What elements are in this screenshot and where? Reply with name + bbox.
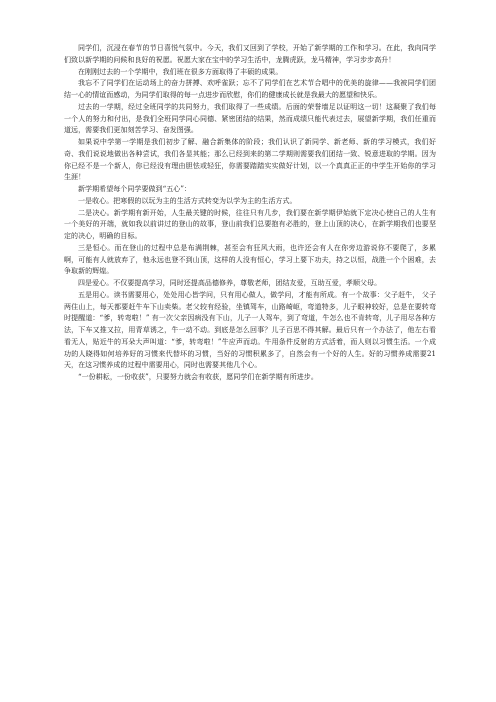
paragraph-attentiveness: 五是用心。读书需要用心，处处用心皆学问，只有用心做人，做学问，才能有所成。有一个故事：父子赶牛， 父子两住山上，每天都要赶牛车下山卖柴。老父较有经验，坐镇驾车，山路崎岖，弯道特多，儿子眼神较好，总是在要转弯时提醒道：“爹，转弯啦！” 有一次父亲因病没有下山，儿子一人驾车，到了弯道，牛怎么也不肯转弯，儿子用尽各种方法，下车又推又拉，用青草诱之，牛一动不动。到底是怎么回事？儿子百思不得其解。最后只有一个办法了，他左右看看无人，贴近牛的耳朵大声叫道：“爹，转弯啦！”牛应声而动。牛用条件反射的方式活着，而人则以习惯生活。一个成功的人晓得如何培养好的习惯来代替坏的习惯，当好的习惯积累多了，自然会有一个好的人生。好的习惯养成需要21天，在这习惯养成的过程中需要用心，同时也需要其他几个心。	[64, 290, 436, 370]
paragraph-love: 四是爱心。不仅要提高学习，同时还提高品德修养，尊敬老师，团结友爱，互助互爱，孝顺父母。	[78, 279, 382, 287]
paragraph-focus: 一是收心。把寒假的以玩为主的生活方式转变为以学为主的生活方式。	[78, 196, 297, 205]
paragraph-perseverance: 三是恒心。而在登山的过程中总是布满荆棘，甚至会有狂风大雨，也许还会有人在你旁边游说你不要爬了，多累啊，可能有人就放弃了，他永远也登不到山顶，这样的人没有恒心，学习上要下功夫，持之以恒，战胜一个个困难，去争取新的辉煌。	[64, 243, 436, 276]
paragraph-determination: 二是决心。新学期有新开始，人生最关键的时候，往往只有几步，我们要在新学期伊始就下定决心使自己的人生有一个美好的开端，就如我以前讲过的登山的故事，登山前我们总要抱有必胜的，登上山顶的决心，在新学期我们也要坚定的决心，明确的目标。	[64, 208, 436, 240]
paragraph-five-hearts-intro: 新学期希望每个同学要做到“五心”：	[78, 185, 192, 193]
paragraph-honor-wall: 过去的一学期，经过全班同学的共同努力，我们取得了一些成绩。后面的荣誉墙足以证明这一切！这凝聚了我们每一个人的努力和付出，是我们全班同学同心同德、紧密团结的结果，然而成绩只能代表过去，展望新学期，我们任重而道远，需要我们更加刻苦学习、奋发图强。	[64, 102, 436, 135]
paragraph-greeting: 同学们，沉浸在春节的节日喜悦气氛中。今天，我们又回到了学校，开始了新学期的工作和学习。在此，我向同学们致以新学期的问候和良好的祝愿。祝愿大家在宝中的学习生活中，龙腾虎跃，龙马精神，学习步步高升！	[64, 44, 436, 64]
paragraph-memories: 我忘不了同学们在运动场上的奋力拼搏、欢呼雀跃；忘不了同学们在艺术节合唱中的优美的旋律——我被同学们团结一心的情谊而感动，为同学们取得的每一点进步而欣慰，你们的健康成长就是我最大的愿望和快乐。	[64, 79, 436, 99]
paragraph-closing: “一份耕耘，一份收获”，只要努力就会有收获，愿同学们在新学期有所进步。	[78, 373, 318, 381]
paragraph-achievements-intro: 在刚刚过去的一个学期中，我们班在很多方面取得了丰硕的成果。	[78, 67, 283, 76]
paragraph-second-semester: 如果说中学第一学期是我们初步了解、融合新集体的阶段；我们认识了新同学、新老师、新的学习模式，我们好奇、我们说说地做出各种尝试，我们各显其能；那么已经到来的第二学期则需要我们团结一致、锐意进取的学期。因为你已经不是一个新人，你已经没有理由胆怯或轻狂，你需要踏踏实实做好计划，以一个真真正正的中学生开始你的学习生涯！	[64, 138, 436, 182]
document-body	[64, 43, 436, 384]
